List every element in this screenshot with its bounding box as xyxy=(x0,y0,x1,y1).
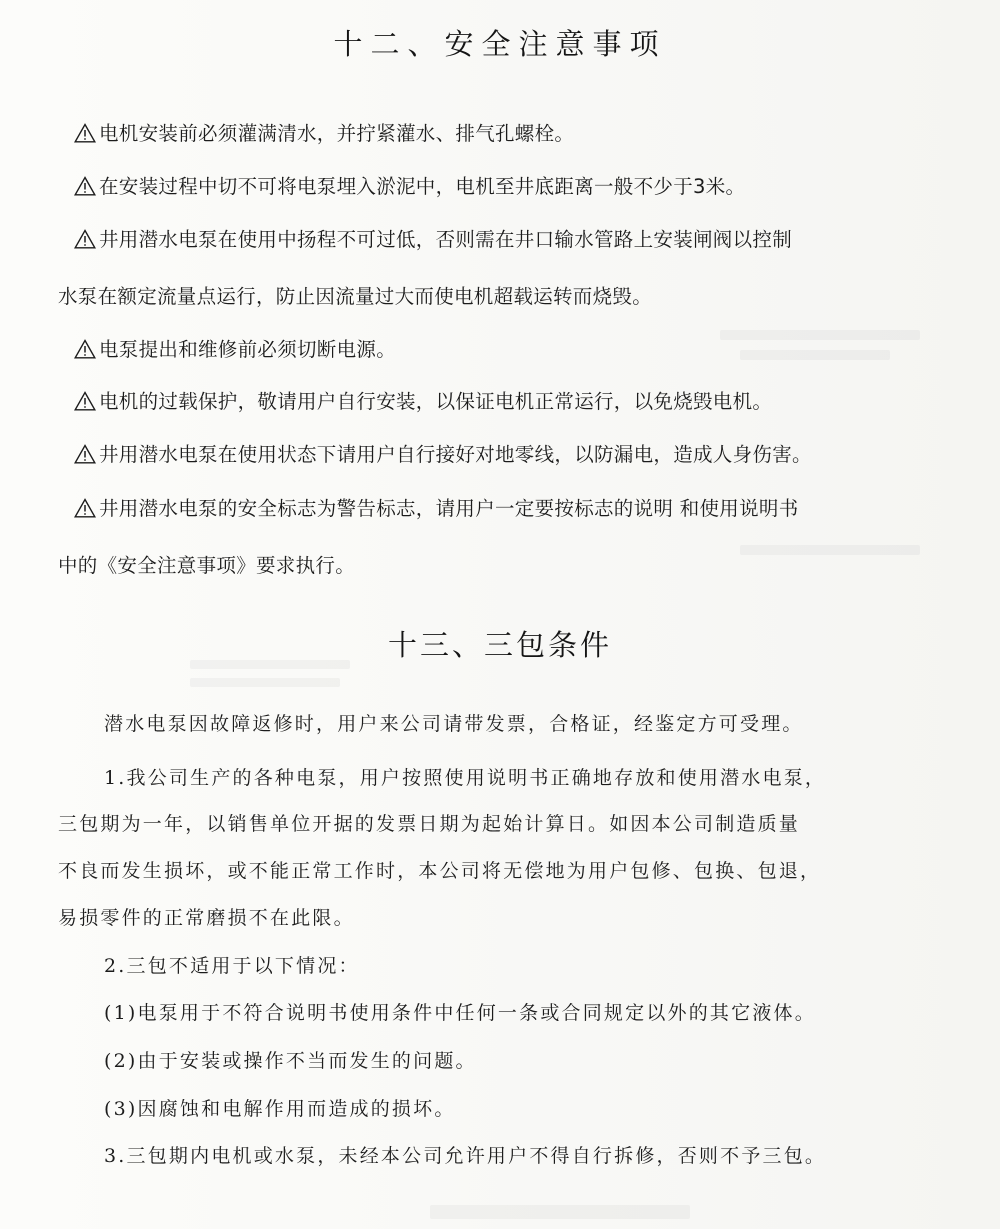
warning-triangle-icon xyxy=(74,229,96,249)
warning-item xyxy=(74,493,799,521)
warning-text: 井用潜水电泵在使用中扬程不可过低，否则需在井口输水管路上安装闸阀以控制 xyxy=(99,228,793,251)
warning-text: 井用潜水电泵的安全标志为警告标志，请用户一定要按标志的说明 和使用说明书 xyxy=(99,497,799,520)
warranty-item-1-line: 三包期为一年，以销售单位开据的发票日期为起始计算日。如因本公司制造质量 xyxy=(58,813,801,835)
warranty-item-1-line: 不良而发生损坏，或不能正常工作时，本公司将无偿地为用户包修、包换、包退， xyxy=(58,860,822,882)
warning-text: 电机安装前必须灌满清水，并拧紧灌水、排气孔螺栓。 xyxy=(99,122,575,145)
warning-text: 在安装过程中切不可将电泵埋入淤泥中，电机至井底距离一般不少于3米。 xyxy=(99,175,746,198)
warranty-item-2-heading: 2.三包不适用于以下情况： xyxy=(104,955,360,977)
warning-continuation: 中的《安全注意事项》要求执行。 xyxy=(58,554,356,577)
warranty-item-3: 3.三包期内电机或水泵，未经本公司允许用户不得自行拆修，否则不予三包。 xyxy=(104,1145,827,1167)
bleed-through-artifact xyxy=(720,330,920,340)
warning-text: 电泵提出和维修前必须切断电源。 xyxy=(99,338,397,361)
warning-item xyxy=(74,334,396,362)
warranty-intro: 潜水电泵因故障返修时，用户来公司请带发票，合格证，经鉴定方可受理。 xyxy=(104,713,804,735)
warranty-exclusion: (2)由于安装或操作不当而发生的问题。 xyxy=(104,1050,477,1072)
warning-triangle-icon xyxy=(74,391,96,411)
warning-item xyxy=(74,439,812,467)
warranty-item-1-line: 1.我公司生产的各种电泵，用户按照使用说明书正确地存放和使用潜水电泵， xyxy=(104,767,827,789)
warning-text: 井用潜水电泵在使用状态下请用户自行接好对地零线，以防漏电，造成人身伤害。 xyxy=(99,443,812,466)
section-13-title: 十三、三包条件 xyxy=(387,628,612,662)
bleed-through-artifact xyxy=(430,1205,690,1219)
warning-triangle-icon xyxy=(74,444,96,464)
warning-item xyxy=(74,386,772,414)
bleed-through-artifact xyxy=(740,350,890,360)
warning-text: 电机的过载保护，敬请用户自行安装，以保证电机正常运行，以免烧毁电机。 xyxy=(99,390,773,413)
bleed-through-artifact xyxy=(190,678,340,687)
warning-continuation: 水泵在额定流量点运行，防止因流量过大而使电机超载运转而烧毁。 xyxy=(58,285,653,308)
section-12-title: 十二、安全注意事项 xyxy=(333,27,667,61)
warning-triangle-icon xyxy=(74,498,96,518)
warning-triangle-icon xyxy=(74,339,96,359)
warranty-exclusion: (3)因腐蚀和电解作用而造成的损坏。 xyxy=(104,1098,456,1120)
warranty-item-1-line: 易损零件的正常磨损不在此限。 xyxy=(58,907,355,929)
warning-item xyxy=(74,118,574,146)
bleed-through-artifact xyxy=(740,545,920,555)
warning-item xyxy=(74,171,745,199)
warranty-exclusion: (1)电泵用于不符合说明书使用条件中任何一条或合同规定以外的其它液体。 xyxy=(104,1002,816,1024)
warning-triangle-icon xyxy=(74,123,96,143)
warning-item xyxy=(74,224,792,252)
warning-triangle-icon xyxy=(74,176,96,196)
